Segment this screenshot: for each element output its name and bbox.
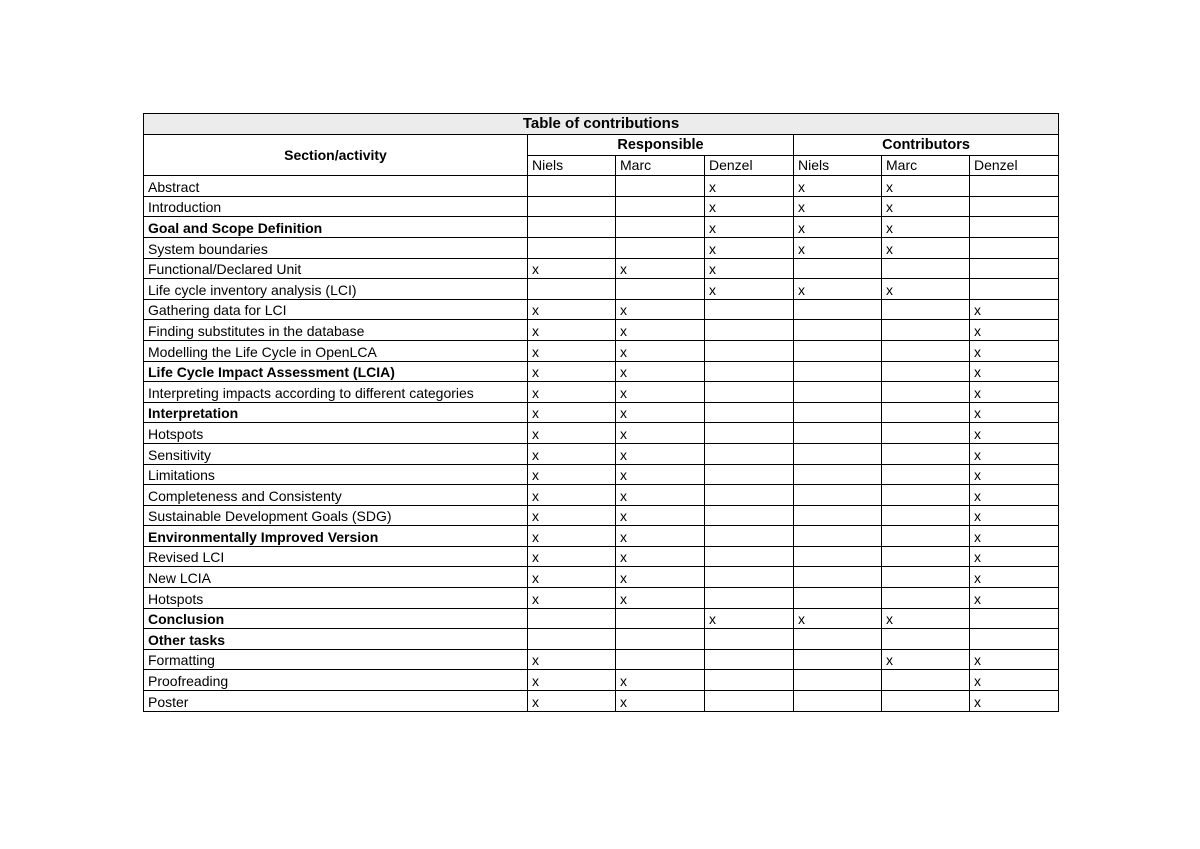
- mark-cell: x: [528, 361, 616, 382]
- mark-cell: x: [528, 320, 616, 341]
- activity-cell: Gathering data for LCI: [144, 299, 528, 320]
- mark-cell: x: [970, 546, 1059, 567]
- activity-cell: Interpreting impacts according to different categories: [144, 382, 528, 403]
- mark-cell: x: [528, 402, 616, 423]
- table-row: [144, 567, 1059, 588]
- mark-cell: x: [794, 196, 882, 217]
- mark-cell: [705, 588, 794, 609]
- mark-cell: [528, 176, 616, 197]
- mark-cell: x: [528, 526, 616, 547]
- activity-cell: Interpretation: [144, 402, 528, 423]
- mark-cell: [970, 176, 1059, 197]
- mark-cell: x: [616, 505, 705, 526]
- mark-cell: x: [616, 588, 705, 609]
- mark-cell: [794, 691, 882, 712]
- mark-cell: [970, 217, 1059, 238]
- table-row: [144, 649, 1059, 670]
- mark-cell: [705, 299, 794, 320]
- mark-cell: [794, 299, 882, 320]
- contributors-niels-header: Niels: [794, 155, 882, 176]
- table-row: [144, 320, 1059, 341]
- mark-cell: x: [970, 423, 1059, 444]
- mark-cell: [616, 237, 705, 258]
- contributors-group-header: Contributors: [794, 135, 1059, 156]
- table-row: [144, 526, 1059, 547]
- mark-cell: [705, 402, 794, 423]
- contributors-marc-header: Marc: [882, 155, 970, 176]
- mark-cell: x: [616, 526, 705, 547]
- mark-cell: [970, 237, 1059, 258]
- mark-cell: x: [616, 567, 705, 588]
- mark-cell: [705, 629, 794, 650]
- mark-cell: x: [528, 691, 616, 712]
- activity-cell: Hotspots: [144, 423, 528, 444]
- mark-cell: [705, 320, 794, 341]
- activity-cell: Sensitivity: [144, 443, 528, 464]
- mark-cell: x: [882, 608, 970, 629]
- mark-cell: x: [705, 258, 794, 279]
- mark-cell: [616, 176, 705, 197]
- mark-cell: x: [616, 423, 705, 444]
- mark-cell: x: [794, 608, 882, 629]
- mark-cell: [528, 629, 616, 650]
- mark-cell: [882, 691, 970, 712]
- mark-cell: [705, 443, 794, 464]
- activity-cell: Functional/Declared Unit: [144, 258, 528, 279]
- mark-cell: [882, 629, 970, 650]
- mark-cell: x: [616, 320, 705, 341]
- table-body: [144, 176, 1059, 711]
- activity-cell: Life Cycle Impact Assessment (LCIA): [144, 361, 528, 382]
- responsible-group-header: Responsible: [528, 135, 794, 156]
- mark-cell: [616, 608, 705, 629]
- table-row: [144, 691, 1059, 712]
- mark-cell: [705, 485, 794, 506]
- mark-cell: [705, 423, 794, 444]
- table-row: [144, 340, 1059, 361]
- mark-cell: [705, 670, 794, 691]
- mark-cell: [705, 526, 794, 547]
- mark-cell: x: [616, 299, 705, 320]
- activity-cell: Conclusion: [144, 608, 528, 629]
- mark-cell: [528, 237, 616, 258]
- mark-cell: x: [616, 670, 705, 691]
- activity-cell: Other tasks: [144, 629, 528, 650]
- mark-cell: x: [794, 176, 882, 197]
- activity-cell: Modelling the Life Cycle in OpenLCA: [144, 340, 528, 361]
- mark-cell: [528, 217, 616, 238]
- mark-cell: [794, 629, 882, 650]
- table-row: [144, 629, 1059, 650]
- mark-cell: [882, 546, 970, 567]
- table-row: [144, 258, 1059, 279]
- mark-cell: [705, 567, 794, 588]
- activity-cell: Introduction: [144, 196, 528, 217]
- mark-cell: [528, 279, 616, 300]
- table-title: Table of contributions: [144, 114, 1059, 135]
- table-row: [144, 279, 1059, 300]
- mark-cell: x: [705, 608, 794, 629]
- mark-cell: [794, 258, 882, 279]
- mark-cell: x: [705, 196, 794, 217]
- mark-cell: x: [970, 402, 1059, 423]
- mark-cell: [882, 402, 970, 423]
- mark-cell: x: [882, 176, 970, 197]
- table-row: [144, 299, 1059, 320]
- table-row: [144, 546, 1059, 567]
- mark-cell: [882, 443, 970, 464]
- activity-cell: Revised LCI: [144, 546, 528, 567]
- mark-cell: [794, 588, 882, 609]
- mark-cell: x: [616, 443, 705, 464]
- mark-cell: [616, 196, 705, 217]
- table-row: [144, 217, 1059, 238]
- mark-cell: [882, 258, 970, 279]
- mark-cell: [882, 464, 970, 485]
- mark-cell: x: [616, 464, 705, 485]
- table-row: [144, 505, 1059, 526]
- mark-cell: x: [528, 464, 616, 485]
- mark-cell: x: [970, 691, 1059, 712]
- mark-cell: [794, 423, 882, 444]
- mark-cell: [882, 423, 970, 444]
- mark-cell: x: [970, 299, 1059, 320]
- mark-cell: [882, 526, 970, 547]
- mark-cell: [882, 361, 970, 382]
- mark-cell: [882, 320, 970, 341]
- mark-cell: x: [794, 279, 882, 300]
- mark-cell: [705, 505, 794, 526]
- activity-cell: Formatting: [144, 649, 528, 670]
- mark-cell: [794, 402, 882, 423]
- mark-cell: [970, 629, 1059, 650]
- mark-cell: x: [528, 505, 616, 526]
- contributors-denzel-header: Denzel: [970, 155, 1059, 176]
- mark-cell: x: [970, 505, 1059, 526]
- activity-cell: New LCIA: [144, 567, 528, 588]
- table-row: [144, 176, 1059, 197]
- mark-cell: x: [528, 443, 616, 464]
- mark-cell: x: [528, 258, 616, 279]
- group-header-row: [144, 135, 1059, 156]
- mark-cell: x: [528, 670, 616, 691]
- mark-cell: x: [528, 340, 616, 361]
- mark-cell: [970, 279, 1059, 300]
- mark-cell: x: [970, 361, 1059, 382]
- mark-cell: [794, 649, 882, 670]
- mark-cell: [794, 505, 882, 526]
- mark-cell: [616, 217, 705, 238]
- mark-cell: [794, 361, 882, 382]
- mark-cell: x: [616, 382, 705, 403]
- mark-cell: [616, 629, 705, 650]
- mark-cell: [882, 485, 970, 506]
- table-row: [144, 588, 1059, 609]
- activity-cell: Sustainable Development Goals (SDG): [144, 505, 528, 526]
- mark-cell: x: [528, 382, 616, 403]
- mark-cell: [882, 670, 970, 691]
- mark-cell: [882, 382, 970, 403]
- activity-cell: Hotspots: [144, 588, 528, 609]
- mark-cell: [970, 608, 1059, 629]
- mark-cell: x: [882, 649, 970, 670]
- mark-cell: x: [528, 485, 616, 506]
- mark-cell: [528, 608, 616, 629]
- mark-cell: x: [705, 217, 794, 238]
- section-activity-header: Section/activity: [144, 135, 528, 176]
- mark-cell: [794, 320, 882, 341]
- mark-cell: x: [616, 691, 705, 712]
- mark-cell: x: [970, 464, 1059, 485]
- mark-cell: x: [970, 588, 1059, 609]
- table-row: [144, 402, 1059, 423]
- mark-cell: x: [970, 649, 1059, 670]
- mark-cell: x: [970, 485, 1059, 506]
- mark-cell: [882, 299, 970, 320]
- mark-cell: x: [794, 217, 882, 238]
- mark-cell: [528, 196, 616, 217]
- mark-cell: x: [616, 361, 705, 382]
- activity-cell: Goal and Scope Definition: [144, 217, 528, 238]
- mark-cell: [705, 382, 794, 403]
- contributions-table: [143, 113, 1059, 712]
- mark-cell: [882, 588, 970, 609]
- mark-cell: [705, 361, 794, 382]
- mark-cell: [970, 258, 1059, 279]
- mark-cell: x: [616, 258, 705, 279]
- mark-cell: x: [970, 340, 1059, 361]
- activity-cell: Environmentally Improved Version: [144, 526, 528, 547]
- mark-cell: x: [970, 320, 1059, 341]
- mark-cell: x: [528, 588, 616, 609]
- activity-cell: Completeness and Consistenty: [144, 485, 528, 506]
- table-row: [144, 237, 1059, 258]
- mark-cell: [705, 464, 794, 485]
- mark-cell: [705, 649, 794, 670]
- mark-cell: x: [528, 567, 616, 588]
- mark-cell: x: [616, 402, 705, 423]
- mark-cell: x: [705, 176, 794, 197]
- mark-cell: [616, 279, 705, 300]
- responsible-niels-header: Niels: [528, 155, 616, 176]
- mark-cell: [794, 382, 882, 403]
- mark-cell: x: [970, 443, 1059, 464]
- mark-cell: [616, 649, 705, 670]
- mark-cell: x: [970, 526, 1059, 547]
- table-row: [144, 196, 1059, 217]
- mark-cell: x: [528, 546, 616, 567]
- mark-cell: [794, 340, 882, 361]
- mark-cell: [882, 505, 970, 526]
- activity-cell: Life cycle inventory analysis (LCI): [144, 279, 528, 300]
- table-row: [144, 464, 1059, 485]
- table-row: [144, 361, 1059, 382]
- mark-cell: x: [970, 382, 1059, 403]
- table-row: [144, 382, 1059, 403]
- mark-cell: [882, 567, 970, 588]
- mark-cell: [970, 196, 1059, 217]
- table-row: [144, 485, 1059, 506]
- mark-cell: [794, 464, 882, 485]
- mark-cell: x: [616, 485, 705, 506]
- mark-cell: x: [705, 237, 794, 258]
- table-row: [144, 670, 1059, 691]
- mark-cell: x: [616, 340, 705, 361]
- mark-cell: x: [528, 299, 616, 320]
- activity-cell: System boundaries: [144, 237, 528, 258]
- table-row: [144, 423, 1059, 444]
- mark-cell: [705, 691, 794, 712]
- activity-cell: Limitations: [144, 464, 528, 485]
- mark-cell: x: [970, 567, 1059, 588]
- mark-cell: x: [616, 546, 705, 567]
- mark-cell: x: [882, 217, 970, 238]
- mark-cell: [794, 546, 882, 567]
- mark-cell: [882, 340, 970, 361]
- mark-cell: [794, 670, 882, 691]
- table-row: [144, 443, 1059, 464]
- mark-cell: [705, 340, 794, 361]
- table-row: [144, 608, 1059, 629]
- mark-cell: x: [882, 279, 970, 300]
- mark-cell: x: [882, 237, 970, 258]
- mark-cell: x: [705, 279, 794, 300]
- activity-cell: Proofreading: [144, 670, 528, 691]
- mark-cell: [794, 526, 882, 547]
- mark-cell: x: [882, 196, 970, 217]
- mark-cell: [705, 546, 794, 567]
- mark-cell: x: [528, 423, 616, 444]
- mark-cell: [794, 485, 882, 506]
- activity-cell: Poster: [144, 691, 528, 712]
- activity-cell: Finding substitutes in the database: [144, 320, 528, 341]
- mark-cell: [794, 567, 882, 588]
- mark-cell: x: [528, 649, 616, 670]
- activity-cell: Abstract: [144, 176, 528, 197]
- title-row: [144, 114, 1059, 135]
- responsible-denzel-header: Denzel: [705, 155, 794, 176]
- mark-cell: x: [970, 670, 1059, 691]
- responsible-marc-header: Marc: [616, 155, 705, 176]
- mark-cell: x: [794, 237, 882, 258]
- mark-cell: [794, 443, 882, 464]
